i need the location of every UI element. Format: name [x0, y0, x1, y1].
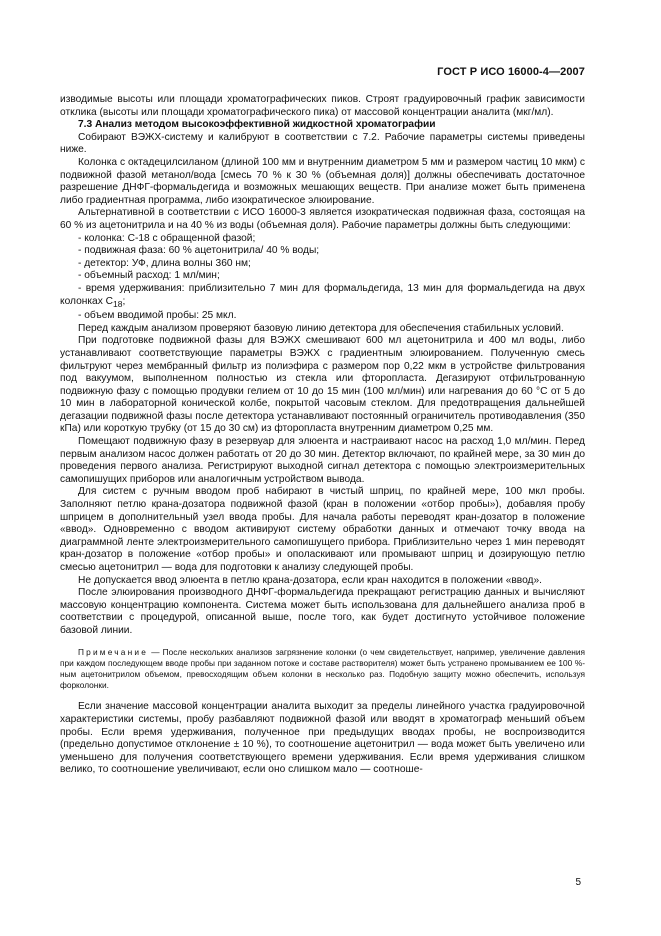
list-item-text: - время удерживания: приблизительно 7 мин для формальдегида, 13 мин для формальдегида на двух колонках С: [60, 282, 585, 307]
paragraph: Перед каждым анализом проверяют базовую линию детектора для обеспечения стабильных условий.: [78, 322, 564, 334]
list-item: - колонка: С-18 с обращенной фазой;: [78, 232, 256, 244]
paragraph: Альтернативной в соответствии с ИСО 16000-3 является изократическая подвижная фаза, состоящая на 60 % из ацетонитрила и на 40 % из воды (объемная доля). Рабочие параметры должны быть следующими:: [60, 207, 585, 231]
paragraph: При подготовке подвижной фазы для ВЭЖХ смешивают 600 мл ацетонитрила и 400 мл воды, либо устанавливают соответствующие параметры ВЭЖХ с градиентным элюированием. Полученную смесь фильтруют через мембранный фильтр из полиэфира с размером пор 0,22 мкм в устройстве фильтрования под вакуумом, выполненном полностью из стекла или фторопласта. Дегазируют отфильтрованную подвижную фазу с помощью продувки гелием от 10 до 15 мин (100 мл/мин) или нагревания до 60 °С от 5 до 10 мин в лабораторной конической колбе, покрытой часовым стеклом. Для предотвращения дальнейшей дегазации подвижной фазы после детектора устанавливают постоянный ограничитель противодавления (350 кПа) или короткую трубку (от 15 до 30 см) из фторопласта внутренним диаметром 0,25 мм.: [60, 335, 585, 435]
list-item: - подвижная фаза: 60 % ацетонитрила/ 40 % воды;: [78, 245, 320, 257]
paragraph: Помещают подвижную фазу в резервуар для элюента и настраивают насос на расход 1,0 мл/мин. Перед первым анализом насос должен работать от 20 до 30 мин. Детектор включают, по крайней мере, за 30 мин до проведения первого анализа. Регистрируют выходной сигнал детектора с помощью электроизмерительных самопишущих приборов или аналогичным устройством вывода.: [60, 436, 585, 485]
note: [60, 647, 585, 692]
list-item: - объемный расход: 1 мл/мин;: [78, 270, 220, 282]
paragraph: Не допускается ввод элюента в петлю крана-дозатора, если кран находится в положении «ввод».: [78, 574, 542, 586]
paragraph: Собирают ВЭЖХ-систему и калибруют в соответствии с 7.2. Рабочие параметры системы приведены ниже.: [60, 131, 585, 156]
list-item: - объем вводимой пробы: 25 мкл.: [78, 310, 237, 322]
list-item-end: ;: [122, 295, 126, 307]
paragraph: Колонка с октадецилсиланом (длиной 100 мм и внутренним диаметром 5 мм и размером частиц 10 мкм) с подвижной фазой метанол/вода [смесь 70 % к 30 % (объемная доля)] должны обеспечивать достаточное разрешение ДНФГ-формальдегида и возможных мешающих веществ. При анализе может быть применена либо градиентная программа, либо изократическое элюирование.: [60, 156, 585, 206]
paragraph: изводимые высоты или площади хроматографических пиков. Строят градуировочный график зависимости отклика (высоты или площади хроматографического пика) от массовой концентрации аналита (мкг/мл).: [60, 94, 585, 118]
subscript: 18: [113, 298, 123, 309]
paragraph: Если значение массовой концентрации аналита выходит за пределы линейного участка градуировочной характеристики системы, пробу разбавляют подвижной фазой или вводят в хроматограф меньший объем пробы. Если время удерживания, полученное при предыдущих вводах пробы, не воспроизводится (предельно допустимое отклонение ± 10 %), то соотношение ацетонитрил — вода может быть увеличено или уменьшено для получения соответствующего времени удерживания. Если время удерживания слишком велико, то соотношение увеличивают, если оно слишком мало — соотноше-: [60, 701, 585, 776]
list-item: [60, 283, 585, 310]
note-text: — После нескольких анализов загрязнение колонки (о чем свидетельствует, например, увеличение давления при каждом последующем вводе пробы при заданном потоке и составе растворителя) может быть устранено промыванием ее 100 %-ным ацетонитрилом объемом, превосходящим объем колонки в несколько раз. Подобную защиту можно обеспечить, используя форколонки.: [60, 646, 585, 691]
paragraph: Для систем с ручным вводом проб набирают в чистый шприц, по крайней мере, 100 мкл пробы. Заполняют петлю крана-дозатора подвижной фазой (кран в положении «отбор пробы»), добавляя пробу шприцем в дополнительный узел ввода пробы. Для начала работы переводят кран-дозатор в положение «ввод». Одновременно с вводом активируют систему обработки данных и отмечают точку ввода на диаграммной ленте электроизмерительного самопишущего прибора. Приблизительно через 1 мин переводят кран-дозатор в положение «отбор пробы» и ополаскивают или промывают шприц и дозирующую петлю смесью ацетонитрил — вода для подготовки к анализу следующей пробы.: [60, 486, 585, 573]
document-header: ГОСТ Р ИСО 16000-4—2007: [437, 66, 585, 78]
note-label: Примечание: [78, 646, 149, 657]
document-body: [60, 94, 585, 777]
list-item: - детектор: УФ, длина волны 360 нм;: [78, 257, 251, 269]
paragraph: После элюирования производного ДНФГ-формальдегида прекращают регистрацию данных и вычисляют массовую концентрацию компонента. Система может быть использована для дальнейшего анализа проб в соответствии с процедурой, описанной выше, после того, как будет достигнуто устойчивое положение базовой линии.: [60, 587, 585, 636]
section-heading: 7.3 Анализ методом высокоэффективной жидкостной хроматографии: [78, 119, 436, 131]
page-number: 5: [575, 877, 581, 888]
